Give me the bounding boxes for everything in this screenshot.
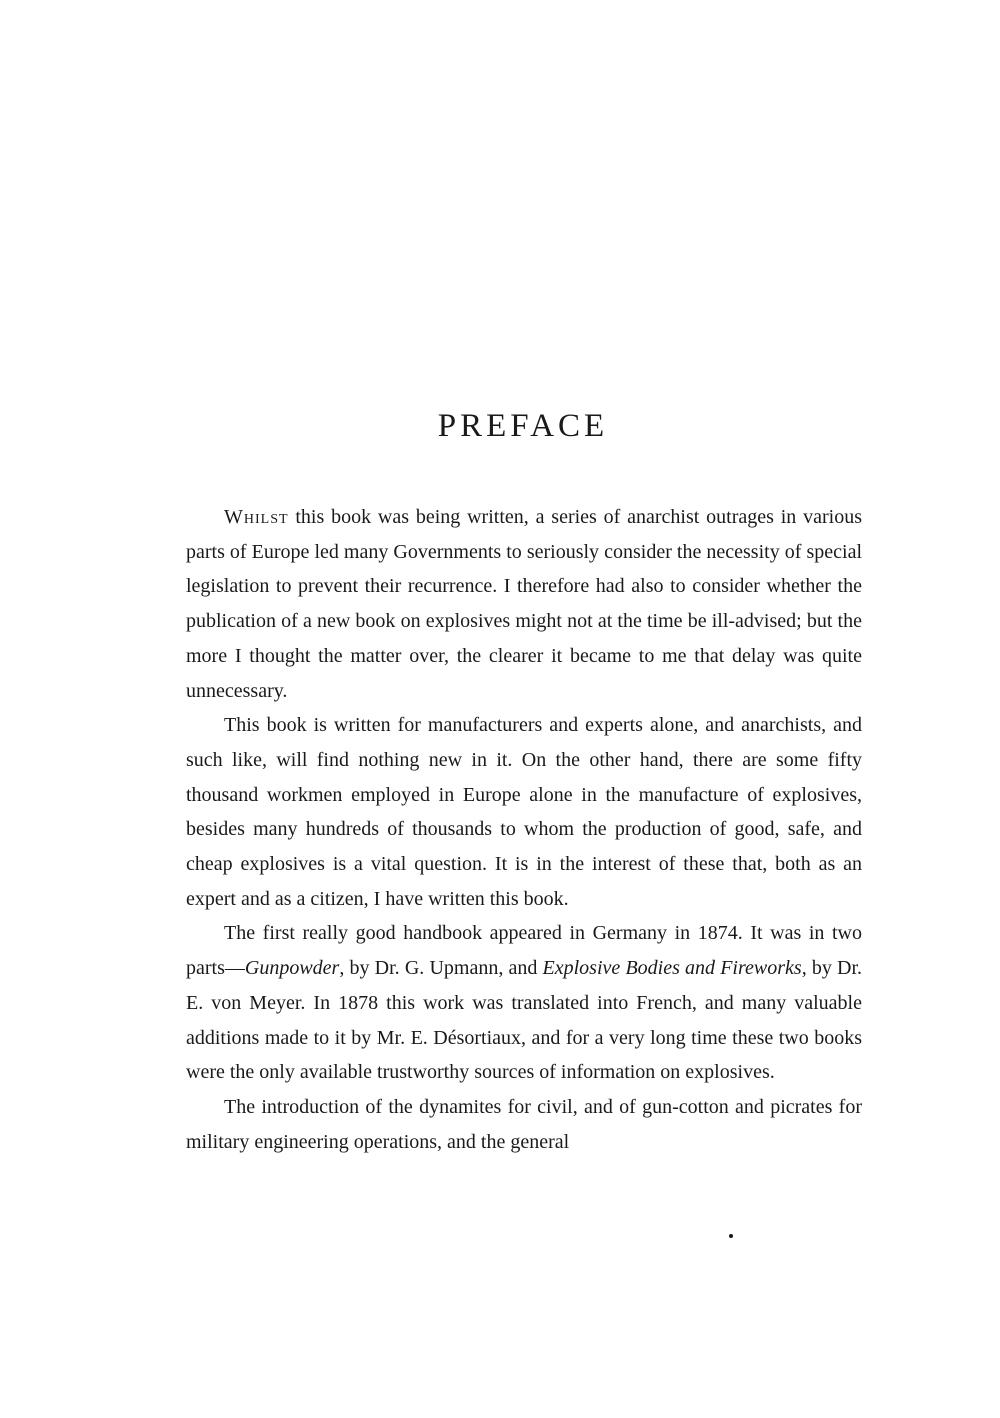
paragraph-1-lead-word: Whilst	[224, 506, 289, 528]
ink-speck	[729, 1234, 733, 1238]
paragraph-1	[186, 500, 862, 708]
paragraph-2-text: This book is written for manufacturers and experts alone, and anarchists, and such like, will find nothing new in it. On the other hand, there are some fifty thousand workmen employed in Europe alone in the manufacture of explosives, besides many hundreds of thousands to whom the production of good, safe, and cheap explosives is a vital question. It is in the interest of these that, both as an expert and as a citizen, I have written this book.	[186, 714, 862, 910]
book-title-gunpowder: Gunpowder	[244, 957, 340, 980]
paragraph-2	[186, 708, 862, 916]
paragraph-3-text-2: , by Dr. G. Upmann, and	[339, 957, 543, 980]
paragraph-3	[186, 916, 862, 1090]
paragraph-3-text-1: The first really good handbook appeared in Germany in 1874. It was in two parts—	[186, 922, 862, 980]
paragraph-1-text: this book was being written, a series of anarchist outrages in various parts of Europe led many Governments to seriously consider the necessity of special legislation to prevent their recurrence. I therefore had also to consider whether the publication of a new book on explosives might not at the time be ill-advised; but the more I thought the matter over, the clearer it became to me that delay was quite unnecessary.	[186, 506, 862, 702]
page-title: PREFACE	[437, 408, 609, 444]
paragraph-3-text-3: , by Dr. E. von Meyer. In 1878 this work was translated into French, and many valuable additions made to it by Mr. E. Désortiaux, and for a very long time these two books were the only available trustworthy sources of information on explosives.	[186, 957, 863, 1084]
paragraph-4-text: The introduction of the dynamites for civil, and of gun-cotton and picrates for military engineering operations, and the general	[186, 1095, 862, 1153]
book-title-explosive-bodies: Explosive Bodies and Fireworks	[542, 957, 802, 980]
preface-body	[186, 500, 862, 1159]
paragraph-4	[186, 1090, 862, 1159]
